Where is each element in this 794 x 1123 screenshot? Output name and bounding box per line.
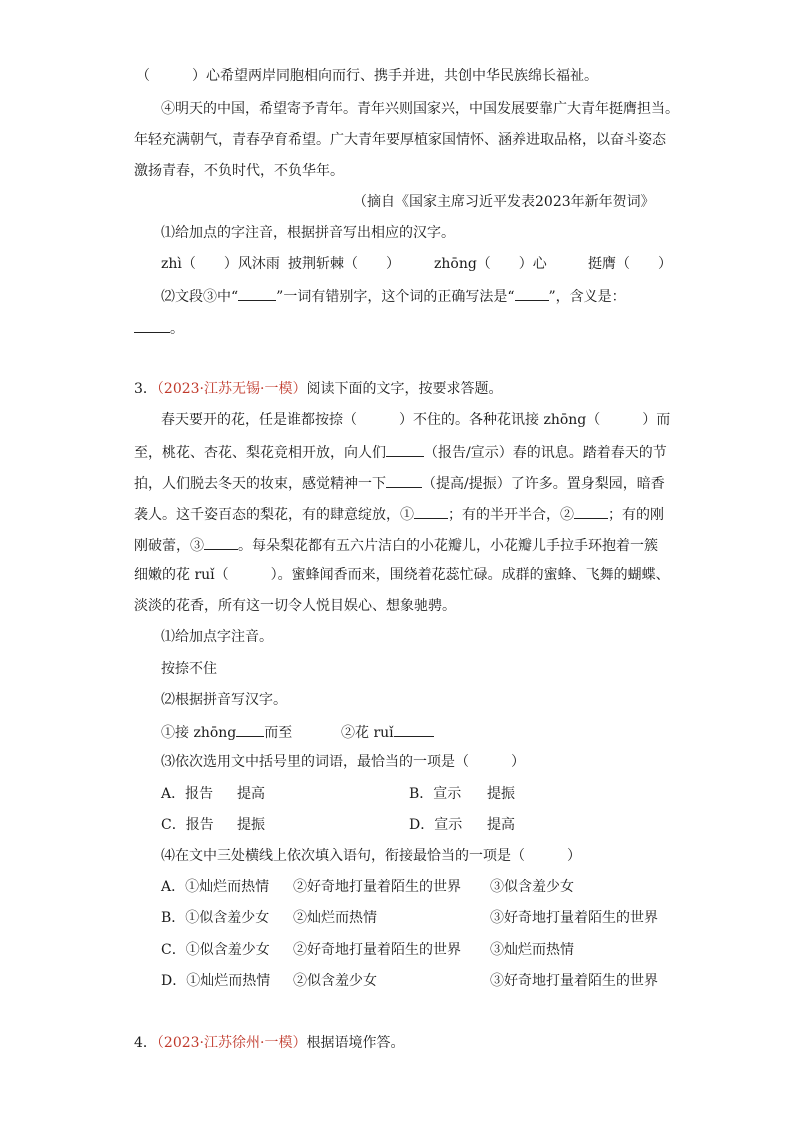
q3-blank-report[interactable] [386, 442, 424, 457]
option-c-second: 提振 [237, 817, 265, 833]
q3-blank-2[interactable] [574, 504, 608, 519]
q3-sub4-option-b[interactable] [161, 909, 658, 927]
q4-number: 4． [134, 1035, 157, 1051]
q3-sub2-a-blank[interactable] [236, 722, 264, 737]
q3-p2b: （报告/宣示）春的讯息。踏着春天的节 [424, 445, 667, 461]
q3-sub2-a-label: ①接 zhōng [161, 725, 237, 741]
s4-b-2: ②灿烂而热情 [293, 910, 377, 926]
q2-sub2-blank-1[interactable] [238, 286, 276, 301]
q3-p3b: （提高/提振）了许多。置身梨园，暗香 [422, 476, 665, 492]
q2-sub2-end: 。 [170, 321, 184, 337]
s4-c-1: C．①似含羞少女 [161, 942, 270, 958]
q2-sub1-item-1: zhì（ ）风沐雨 [161, 256, 280, 272]
q3-sub4-option-c[interactable] [161, 941, 574, 959]
q3-p3a: 拍，人们脱去冬天的妆束，感觉精神一下 [134, 476, 386, 492]
q3-sub3-option-a[interactable] [161, 785, 265, 803]
q3-p2a: 至，桃花、杏花、梨花竞相开放，向人们 [134, 445, 386, 461]
option-a-second: 提高 [237, 786, 265, 802]
q3-p4a: 袭人。这千姿百态的梨花，有的肆意绽放，① [134, 507, 414, 523]
s4-a-1: A．①灿烂而热情 [161, 879, 270, 895]
q2-sub2 [161, 286, 626, 306]
q4-source-tag: （2023·江苏徐州·一模） [156, 1035, 307, 1051]
q3-title: 阅读下面的文字，按要求答题。 [306, 381, 503, 397]
q3-sub3-option-d[interactable] [409, 816, 515, 834]
q2-sub1-item-2: 披荆斩棘（ ） [288, 256, 400, 272]
s4-c-3: ③灿烂而热情 [490, 942, 574, 958]
q3-p4c: ；有的刚 [608, 507, 664, 523]
q3-header [134, 380, 502, 398]
option-b-second: 提振 [487, 786, 515, 802]
q2-source: （摘自《国家主席习近平发表2023年新年贺词》 [353, 194, 655, 210]
q2-sub2-line2 [134, 318, 184, 338]
q2-sub1: ⑴给加点的字注音，根据拼音写出相应的汉字。 [161, 225, 455, 241]
q3-sub1-item: 按捺不住 [161, 661, 217, 677]
q3-blank-1[interactable] [414, 504, 448, 519]
q2-para4-line3: 激扬青春，不负时代，不负华年。 [134, 163, 344, 179]
option-d-label: D．宣示 [409, 817, 463, 833]
q3-number: 3． [134, 381, 157, 397]
q2-sub2-a: ⑵文段③中“ [161, 289, 239, 305]
option-d-second: 提高 [487, 817, 515, 833]
q3-para-line7: 淡淡的花香，所有这一切令人悦目娱心、想象驰骋。 [134, 598, 456, 614]
q2-sub2-c: ”，含义是： [548, 289, 626, 305]
q2-para4-line1: ④明天的中国，希望寄予青年。青年兴则国家兴，中国发展要靠广大青年挺膺担当。 [161, 101, 679, 117]
q3-sub4-option-d[interactable] [161, 972, 658, 990]
q3-sub2-b [341, 722, 434, 742]
s4-c-2: ②好奇地打量着陌生的世界 [293, 942, 461, 958]
s4-d-2: ②似含羞少女 [293, 973, 377, 989]
q3-blank-raise[interactable] [386, 473, 422, 488]
s4-b-3: ③好奇地打量着陌生的世界 [490, 910, 658, 926]
q2-sub2-blank-3[interactable] [134, 318, 170, 333]
q3-sub2-a [161, 722, 292, 742]
q2-sub1-item-4: 挺膺（ ） [588, 256, 672, 272]
q3-sub4: ⑷在文中三处横线上依次填入语句，衔接最恰当的一项是（ ） [161, 848, 581, 864]
q3-source-tag: （2023·江苏无锡·一模） [156, 381, 307, 397]
q3-sub1: ⑴给加点字注音。 [161, 629, 273, 645]
option-c-label: C．报告 [161, 817, 214, 833]
q2-para4-line2: 年轻充满朝气，青春孕育希望。广大青年要厚植家国情怀、涵养进取品格，以奋斗姿态 [134, 132, 666, 148]
q3-para-line6: 细嫩的花 ruǐ（ ）。蜜蜂闻香而来，围绕着花蕊忙碌。成群的蜜蜂、飞舞的蝴蝶、 [134, 567, 670, 583]
q2-sub2-b: ”一词有错别字，这个词的正确写法是“ [276, 289, 515, 305]
q3-para-line2 [134, 442, 667, 462]
q4-header [134, 1034, 404, 1052]
q3-sub2: ⑵根据拼音写汉字。 [161, 692, 287, 708]
q3-para-line3 [134, 473, 665, 493]
q3-sub2-a-end: 而至 [264, 725, 293, 741]
option-b-label: B．宣示 [409, 786, 462, 802]
s4-b-1: B．①似含羞少女 [161, 910, 270, 926]
s4-d-3: ③好奇地打量着陌生的世界 [490, 973, 658, 989]
q3-sub3: ⑶依次选用文中括号里的词语，最恰当的一项是（ ） [161, 754, 525, 770]
q3-para-line4 [134, 504, 664, 524]
q3-para-line5 [134, 535, 658, 555]
q3-p5a: 刚破蕾，③ [134, 538, 204, 554]
q3-sub2-b-label: ②花 ruǐ [341, 725, 394, 741]
s4-a-3: ③似含羞少女 [490, 879, 574, 895]
option-a-label: A．报告 [161, 786, 214, 802]
q3-para-line1: 春天要开的花，任是谁都按捺（ ）不住的。各种花讯接 zhōng（ ）而 [161, 412, 671, 428]
q3-p5b: 。每朵梨花都有五六片洁白的小花瓣儿，小花瓣儿手拉手环抱着一簇 [238, 538, 658, 554]
s4-a-2: ②好奇地打量着陌生的世界 [293, 879, 461, 895]
q2-sub1-item-3: zhōng（ ）心 [434, 256, 547, 272]
q3-sub3-option-b[interactable] [409, 785, 515, 803]
q2-line1: （ ）心希望两岸同胞相向而行、携手并进，共创中华民族绵长福祉。 [136, 68, 598, 84]
q3-sub3-option-c[interactable] [161, 816, 265, 834]
q3-p4b: ；有的半开半合，② [448, 507, 574, 523]
q3-sub4-option-a[interactable] [161, 878, 574, 896]
q4-title: 根据语境作答。 [306, 1035, 405, 1051]
s4-d-1: D．①灿烂而热情 [161, 973, 271, 989]
q3-blank-3[interactable] [204, 535, 238, 550]
q3-sub2-b-blank[interactable] [394, 722, 434, 737]
q2-sub2-blank-2[interactable] [515, 286, 549, 301]
